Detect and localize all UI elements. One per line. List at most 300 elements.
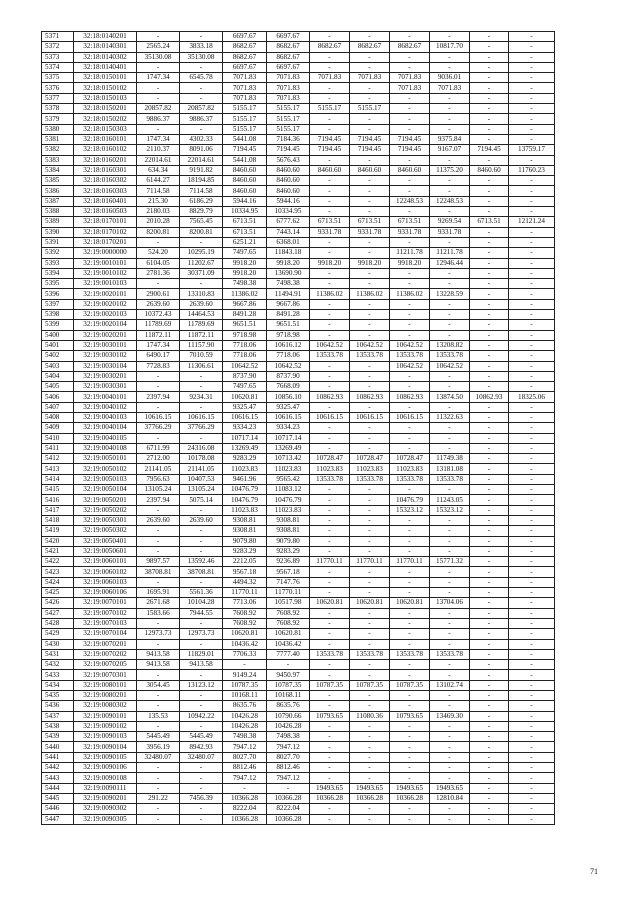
table-cell: 5155.17 xyxy=(223,104,267,114)
table-row xyxy=(42,165,555,175)
table-cell: 32:18:0170101 xyxy=(74,217,137,227)
table-cell: 9918.20 xyxy=(310,258,350,268)
table-cell: - xyxy=(430,104,470,114)
table-cell: 32480.07 xyxy=(180,752,223,762)
table-cell: 10372.43 xyxy=(137,310,180,320)
table-cell: - xyxy=(310,485,350,495)
table-cell: 11829.01 xyxy=(180,649,223,659)
table-cell: - xyxy=(310,423,350,433)
table-cell: 32:18:0160503 xyxy=(74,207,137,217)
table-cell: 5397 xyxy=(42,299,74,309)
table-cell: 11023.83 xyxy=(223,505,267,515)
table-cell: - xyxy=(350,124,390,134)
table-cell: 7147.76 xyxy=(267,577,310,587)
table-row xyxy=(42,361,555,371)
table-cell: 12973.73 xyxy=(180,629,223,639)
table-cell: - xyxy=(310,62,350,72)
table-cell: - xyxy=(390,124,430,134)
table-cell: - xyxy=(470,382,509,392)
table-cell: - xyxy=(509,196,555,206)
table-cell: 5422 xyxy=(42,557,74,567)
table-cell: 4494.32 xyxy=(223,577,267,587)
table-cell: 9897.57 xyxy=(137,557,180,567)
table-cell: 13533.78 xyxy=(310,351,350,361)
table-row xyxy=(42,485,555,495)
table-cell: - xyxy=(470,258,509,268)
table-cell: 13102.74 xyxy=(430,680,470,690)
table-cell: 32:19:0090305 xyxy=(74,814,137,824)
table-cell: - xyxy=(430,155,470,165)
table-cell: 10366.28 xyxy=(223,793,267,803)
table-cell: 11211.78 xyxy=(390,248,430,258)
table-cell: 5446 xyxy=(42,804,74,814)
table-cell: 32:19:0040103 xyxy=(74,412,137,422)
table-cell: - xyxy=(430,773,470,783)
table-cell: - xyxy=(390,485,430,495)
table-cell: - xyxy=(470,289,509,299)
table-cell: - xyxy=(137,62,180,72)
table-cell: - xyxy=(430,32,470,42)
table-cell: 10787.35 xyxy=(310,680,350,690)
table-cell: 7071.83 xyxy=(390,73,430,83)
table-cell: 7114.58 xyxy=(180,186,223,196)
table-cell: 10642.52 xyxy=(390,361,430,371)
table-cell: - xyxy=(470,207,509,217)
table-cell: - xyxy=(430,320,470,330)
table-cell: - xyxy=(390,752,430,762)
table-cell: 10366.28 xyxy=(350,793,390,803)
table-cell: 32:19:0000000 xyxy=(74,248,137,258)
table-cell: 291.22 xyxy=(137,793,180,803)
table-cell: - xyxy=(470,515,509,525)
table-cell: - xyxy=(350,114,390,124)
table-cell: 5384 xyxy=(42,165,74,175)
table-cell: 10407.53 xyxy=(180,474,223,484)
table-cell: 5401 xyxy=(42,340,74,350)
table-row xyxy=(42,340,555,350)
table-row xyxy=(42,114,555,124)
table-cell: - xyxy=(180,577,223,587)
table-row xyxy=(42,721,555,731)
table-cell: 8091.06 xyxy=(180,145,223,155)
table-cell: 5443 xyxy=(42,773,74,783)
table-cell: - xyxy=(430,814,470,824)
table-cell: - xyxy=(310,207,350,217)
table-cell: - xyxy=(350,804,390,814)
table-cell: - xyxy=(509,557,555,567)
table-row xyxy=(42,124,555,134)
table-cell: 8491.28 xyxy=(223,310,267,320)
table-row xyxy=(42,227,555,237)
table-cell: - xyxy=(310,371,350,381)
table-cell: - xyxy=(390,382,430,392)
table-cell: - xyxy=(509,629,555,639)
table-cell: 10717.14 xyxy=(267,433,310,443)
table-cell: - xyxy=(509,546,555,556)
table-cell: 10366.28 xyxy=(267,814,310,824)
table-cell: 5381 xyxy=(42,134,74,144)
table-cell: - xyxy=(470,742,509,752)
table-cell: 8460.60 xyxy=(310,165,350,175)
table-cell: - xyxy=(137,783,180,793)
table-row xyxy=(42,371,555,381)
table-cell: - xyxy=(430,629,470,639)
table-cell: - xyxy=(350,660,390,670)
table-cell: 32:19:0020103 xyxy=(74,310,137,320)
table-cell: 1695.91 xyxy=(137,588,180,598)
table-cell: - xyxy=(509,526,555,536)
table-cell: - xyxy=(350,237,390,247)
table-cell: 32:19:0040104 xyxy=(74,423,137,433)
table-row xyxy=(42,433,555,443)
table-cell: 5944.16 xyxy=(267,196,310,206)
table-cell: 8682.67 xyxy=(310,42,350,52)
table-cell: 10862.93 xyxy=(310,392,350,402)
table-cell: - xyxy=(509,412,555,422)
table-cell: - xyxy=(350,320,390,330)
table-cell: - xyxy=(470,701,509,711)
table-cell: - xyxy=(310,52,350,62)
table-row xyxy=(42,536,555,546)
table-cell: 5382 xyxy=(42,145,74,155)
table-cell: 10178.08 xyxy=(180,454,223,464)
table-cell: 8222.04 xyxy=(223,804,267,814)
table-cell: - xyxy=(390,299,430,309)
table-cell: - xyxy=(470,237,509,247)
table-cell: 11023.83 xyxy=(223,464,267,474)
table-cell: - xyxy=(509,474,555,484)
table-cell: 10426.28 xyxy=(223,711,267,721)
table-cell: 10793.65 xyxy=(390,711,430,721)
table-cell: - xyxy=(310,567,350,577)
table-cell: - xyxy=(267,660,310,670)
table-cell: - xyxy=(430,93,470,103)
table-cell: - xyxy=(310,330,350,340)
table-cell: - xyxy=(430,279,470,289)
table-cell: 7071.83 xyxy=(267,83,310,93)
table-cell: - xyxy=(470,639,509,649)
table-cell: - xyxy=(470,618,509,628)
table-cell: 7443.14 xyxy=(267,227,310,237)
table-cell: 6697.67 xyxy=(223,32,267,42)
table-cell: 5421 xyxy=(42,546,74,556)
table-cell: 10517.98 xyxy=(267,598,310,608)
table-cell: 5447 xyxy=(42,814,74,824)
table-cell: - xyxy=(310,639,350,649)
table-cell: 6713.51 xyxy=(470,217,509,227)
table-cell: 32:18:0170201 xyxy=(74,237,137,247)
table-cell: 5394 xyxy=(42,268,74,278)
table-cell: - xyxy=(137,402,180,412)
table-cell: - xyxy=(390,567,430,577)
table-cell: 9079.80 xyxy=(223,536,267,546)
table-cell: - xyxy=(350,670,390,680)
table-cell: 10642.52 xyxy=(390,340,430,350)
table-cell: - xyxy=(390,660,430,670)
table-cell: - xyxy=(310,721,350,731)
table-cell: - xyxy=(350,196,390,206)
table-cell: 32:19:0030104 xyxy=(74,361,137,371)
table-cell: - xyxy=(509,310,555,320)
table-cell: 7071.83 xyxy=(267,73,310,83)
table-cell: - xyxy=(350,732,390,742)
table-cell: - xyxy=(430,742,470,752)
table-cell: - xyxy=(137,83,180,93)
table-cell: 5944.16 xyxy=(223,196,267,206)
table-cell: 7497.65 xyxy=(223,382,267,392)
table-cell: 10642.52 xyxy=(430,361,470,371)
table-cell: - xyxy=(509,773,555,783)
table-cell: - xyxy=(350,155,390,165)
table-cell: 7010.59 xyxy=(180,351,223,361)
table-row xyxy=(42,443,555,453)
table-row xyxy=(42,454,555,464)
table-cell: - xyxy=(310,196,350,206)
table-cell: 5390 xyxy=(42,227,74,237)
table-row xyxy=(42,52,555,62)
table-cell: - xyxy=(390,763,430,773)
table-cell: - xyxy=(180,279,223,289)
table-cell: 8737.90 xyxy=(267,371,310,381)
table-cell: 11386.02 xyxy=(223,289,267,299)
table-cell: 10620.81 xyxy=(223,629,267,639)
table-cell: - xyxy=(430,124,470,134)
table-cell: - xyxy=(310,618,350,628)
table-cell: - xyxy=(350,361,390,371)
table-cell: - xyxy=(350,526,390,536)
table-row xyxy=(42,217,555,227)
table-cell: 32:18:0150303 xyxy=(74,124,137,134)
table-cell: - xyxy=(509,73,555,83)
table-cell: 9667.86 xyxy=(223,299,267,309)
table-cell: - xyxy=(509,104,555,114)
table-cell: 9331.78 xyxy=(310,227,350,237)
table-cell: - xyxy=(390,371,430,381)
table-cell: - xyxy=(180,773,223,783)
table-cell: 7498.38 xyxy=(223,732,267,742)
table-row xyxy=(42,660,555,670)
table-cell: 7194.45 xyxy=(267,145,310,155)
table-cell: 9918.20 xyxy=(223,258,267,268)
table-row xyxy=(42,588,555,598)
table-cell: 13105.24 xyxy=(137,485,180,495)
table-cell: 5429 xyxy=(42,629,74,639)
table-cell: 11023.83 xyxy=(267,464,310,474)
table-cell: 7956.63 xyxy=(137,474,180,484)
table-cell: 32:18:0150101 xyxy=(74,73,137,83)
table-cell: 9036.01 xyxy=(430,73,470,83)
table-cell: - xyxy=(390,186,430,196)
table-cell: - xyxy=(390,814,430,824)
table-cell: - xyxy=(180,371,223,381)
table-cell: 32:19:0040102 xyxy=(74,402,137,412)
table-cell: 7944.55 xyxy=(180,608,223,618)
table-cell: - xyxy=(310,546,350,556)
table-cell: 32:19:0090111 xyxy=(74,783,137,793)
table-cell: - xyxy=(350,485,390,495)
table-cell: - xyxy=(509,763,555,773)
table-cell: - xyxy=(470,42,509,52)
table-cell: - xyxy=(350,62,390,72)
table-cell: - xyxy=(390,515,430,525)
table-cell: 5398 xyxy=(42,310,74,320)
table-cell: 9325.47 xyxy=(267,402,310,412)
table-cell: 5410 xyxy=(42,433,74,443)
table-row xyxy=(42,310,555,320)
table-cell: 32:18:0150202 xyxy=(74,114,137,124)
table-cell: 8491.28 xyxy=(267,310,310,320)
table-cell: 7947.12 xyxy=(223,773,267,783)
table-cell: 9567.18 xyxy=(267,567,310,577)
table-cell: 32:19:0070201 xyxy=(74,639,137,649)
table-cell: - xyxy=(390,526,430,536)
table-cell: - xyxy=(137,763,180,773)
table-cell: - xyxy=(430,588,470,598)
table-cell: - xyxy=(137,814,180,824)
table-cell: 32:19:0030301 xyxy=(74,382,137,392)
table-cell: 5415 xyxy=(42,485,74,495)
table-row xyxy=(42,258,555,268)
table-cell: 7718.06 xyxy=(267,351,310,361)
table-cell: 6104.05 xyxy=(137,258,180,268)
table-cell: - xyxy=(180,546,223,556)
table-cell: 11080.36 xyxy=(350,711,390,721)
table-cell: - xyxy=(390,588,430,598)
table-cell: - xyxy=(509,536,555,546)
table-cell: - xyxy=(470,83,509,93)
table-cell: - xyxy=(310,742,350,752)
table-row xyxy=(42,691,555,701)
table-cell: 32:19:0090105 xyxy=(74,752,137,762)
table-cell: 10787.35 xyxy=(350,680,390,690)
table-cell: - xyxy=(137,382,180,392)
table-cell: 5424 xyxy=(42,577,74,587)
table-cell: - xyxy=(430,763,470,773)
table-cell: - xyxy=(509,495,555,505)
table-cell: 32:19:0050201 xyxy=(74,495,137,505)
table-cell: 15323.12 xyxy=(430,505,470,515)
table-cell: - xyxy=(509,742,555,752)
table-cell: - xyxy=(350,701,390,711)
table-cell: - xyxy=(470,340,509,350)
table-cell: - xyxy=(470,52,509,62)
table-cell: 8027.70 xyxy=(267,752,310,762)
table-cell: 8682.67 xyxy=(267,52,310,62)
table-cell: 11023.83 xyxy=(310,464,350,474)
table-cell: 11872.11 xyxy=(137,330,180,340)
table-row xyxy=(42,649,555,659)
table-cell: 5441.08 xyxy=(223,134,267,144)
table-cell: 8460.60 xyxy=(223,186,267,196)
table-cell: 11157.90 xyxy=(180,340,223,350)
table-cell: 10717.14 xyxy=(223,433,267,443)
table-cell: 32:19:0050104 xyxy=(74,485,137,495)
table-cell: 7194.45 xyxy=(223,145,267,155)
table-cell: - xyxy=(509,258,555,268)
table-cell: - xyxy=(509,268,555,278)
table-cell: 10168.11 xyxy=(267,691,310,701)
table-cell: - xyxy=(430,618,470,628)
table-cell: 12810.84 xyxy=(430,793,470,803)
table-cell: - xyxy=(310,814,350,824)
table-cell: - xyxy=(180,83,223,93)
table-cell: - xyxy=(470,629,509,639)
table-cell: 10476.79 xyxy=(223,485,267,495)
table-cell: 10620.81 xyxy=(267,629,310,639)
table-cell: - xyxy=(470,660,509,670)
table-cell: - xyxy=(180,721,223,731)
table-row xyxy=(42,474,555,484)
table-cell: 13759.17 xyxy=(509,145,555,155)
table-cell: 5414 xyxy=(42,474,74,484)
table-row xyxy=(42,464,555,474)
table-cell: - xyxy=(430,268,470,278)
table-cell: 32:19:0070301 xyxy=(74,670,137,680)
table-cell: 32:19:0020201 xyxy=(74,330,137,340)
table-cell: 18325.06 xyxy=(509,392,555,402)
table-cell: 32:19:0090108 xyxy=(74,773,137,783)
table-cell: - xyxy=(470,670,509,680)
table-cell: 10793.65 xyxy=(310,711,350,721)
table-cell: 7565.45 xyxy=(180,217,223,227)
table-row xyxy=(42,155,555,165)
table-cell: - xyxy=(430,371,470,381)
table-cell: 9308.81 xyxy=(223,526,267,536)
table-cell: 5393 xyxy=(42,258,74,268)
table-cell: - xyxy=(509,402,555,412)
table-cell: - xyxy=(390,207,430,217)
table-cell: 9461.96 xyxy=(223,474,267,484)
table-cell: 32:19:0020102 xyxy=(74,299,137,309)
table-cell: 32:19:0020101 xyxy=(74,289,137,299)
table-cell: - xyxy=(509,124,555,134)
table-cell: 10616.15 xyxy=(310,412,350,422)
table-cell: - xyxy=(390,721,430,731)
table-cell: - xyxy=(470,412,509,422)
table-cell: - xyxy=(180,691,223,701)
table-cell: 32:18:0160101 xyxy=(74,134,137,144)
table-cell: 634.34 xyxy=(137,165,180,175)
table-cell: 9718.98 xyxy=(267,330,310,340)
table-cell: - xyxy=(310,763,350,773)
table-row xyxy=(42,773,555,783)
table-cell: 5391 xyxy=(42,237,74,247)
table-cell: - xyxy=(470,567,509,577)
table-cell: - xyxy=(470,227,509,237)
table-cell: 8460.60 xyxy=(223,176,267,186)
table-cell: 10620.81 xyxy=(350,598,390,608)
table-cell: 10642.52 xyxy=(223,361,267,371)
table-cell: 5155.17 xyxy=(267,124,310,134)
table-cell: - xyxy=(350,299,390,309)
table-cell: - xyxy=(470,196,509,206)
table-cell: - xyxy=(390,155,430,165)
table-cell: - xyxy=(509,361,555,371)
table-cell: 22014.61 xyxy=(180,155,223,165)
table-cell: 32:19:0070102 xyxy=(74,608,137,618)
table-cell: - xyxy=(310,577,350,587)
table-cell: 5433 xyxy=(42,670,74,680)
table-cell: - xyxy=(509,351,555,361)
table-cell: - xyxy=(470,361,509,371)
table-cell: - xyxy=(390,732,430,742)
table-cell: 7194.45 xyxy=(350,145,390,155)
table-cell: 10787.35 xyxy=(267,680,310,690)
table-cell: 5400 xyxy=(42,330,74,340)
table-cell: - xyxy=(350,742,390,752)
table-cell: 6144.27 xyxy=(137,176,180,186)
table-cell: 9236.89 xyxy=(267,557,310,567)
